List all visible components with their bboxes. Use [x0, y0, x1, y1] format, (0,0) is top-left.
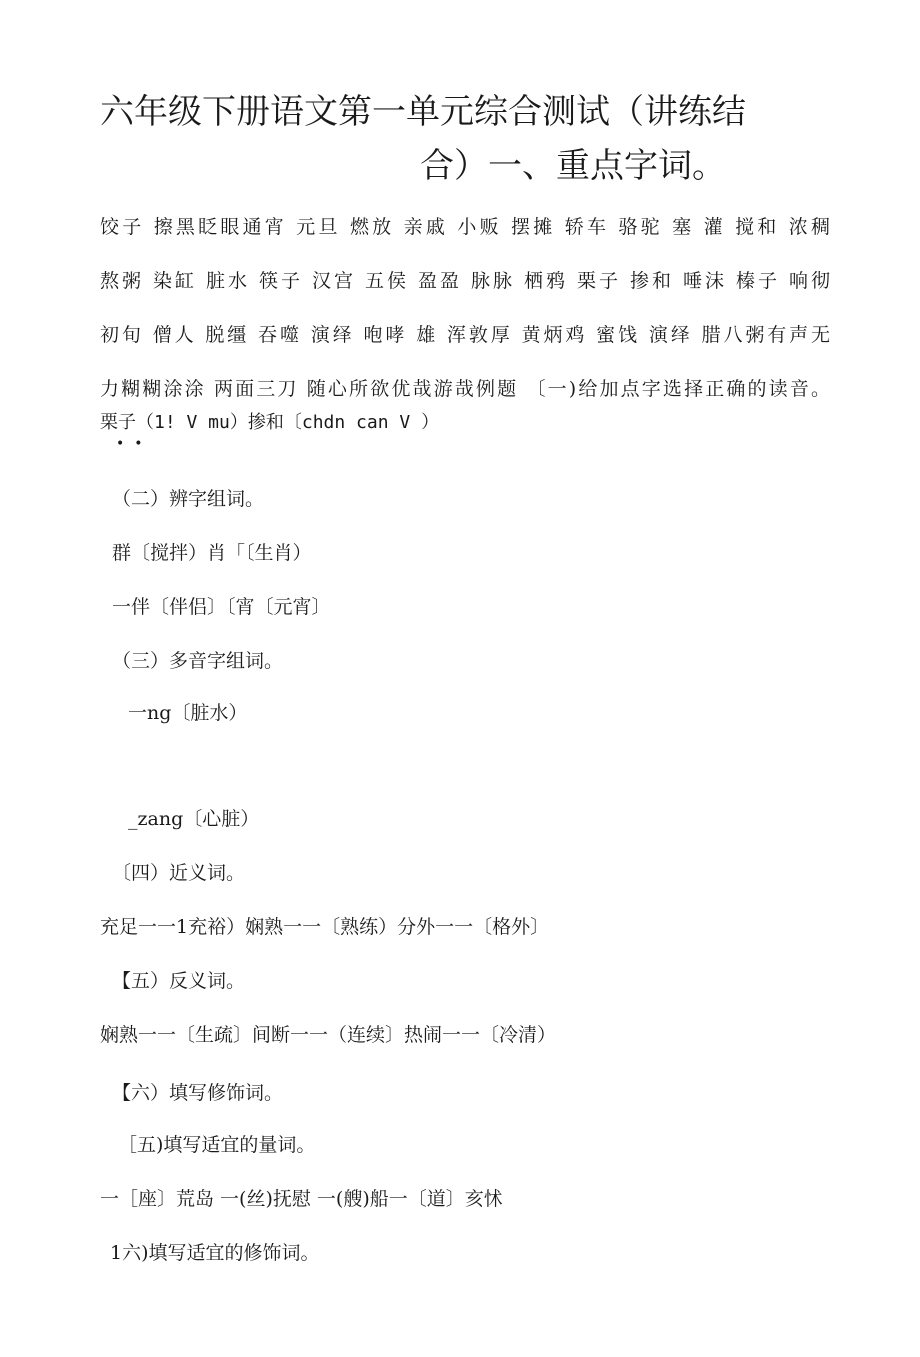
word-list-line-3: 初旬 僧人 脱缰 吞噬 演绎 咆哮 雄 浑敦厚 黄炳鸡 蜜饯 演绎 腊八粥有声无	[100, 324, 830, 346]
section-2-line-1: 群〔搅拌）肖「〔生肖）	[112, 542, 312, 564]
document-title-line-1: 六年级下册语文第一单元综合测试（讲练结	[100, 92, 746, 132]
section-6-heading: 【六）填写修饰词。	[112, 1082, 284, 1104]
word-list-line-4: 力糊糊涂涂 两面三刀 随心所欲优哉游哉例题 〔一)给加点字选择正确的读音。	[100, 378, 830, 400]
section-8-heading: 1六)填写适宜的修饰词。	[110, 1242, 320, 1264]
section-3-line-2: _zang〔心脏）	[128, 808, 260, 830]
question-1-answer: 栗子（1! V mu）掺和〔chdn can V ）	[100, 412, 440, 433]
section-7-line-1: 一［座〕荒岛 一(丝)抚慰 一(艘)船一〔道〕亥怵	[100, 1188, 503, 1210]
section-3-heading: （三）多音字组词。	[112, 650, 284, 672]
section-4-line-1: 充足一一1充裕）娴熟一一〔熟练）分外一一〔格外〕	[100, 916, 550, 938]
section-5-line-1: 娴熟一一〔生疏〕间断一一（连续〕热闹一一〔冷清）	[100, 1024, 557, 1046]
section-2-line-2: 一伴〔伴侣〕〔宵〔元宵〕	[112, 596, 331, 618]
emphasis-dots: ••	[116, 436, 153, 452]
section-2-heading: （二）辨字组词。	[112, 488, 265, 510]
section-4-heading: 〔四）近义词。	[112, 862, 246, 884]
section-7-heading: ［五)填写适宜的量词。	[118, 1134, 316, 1156]
section-3-line-1: 一ng〔脏水）	[128, 702, 248, 724]
document-title-line-2: 合）一、重点字词。	[420, 146, 726, 186]
word-list-line-2: 熬粥 染缸 脏水 筷子 汉宫 五侯 盈盈 脉脉 栖鸦 栗子 掺和 唾沫 榛子 响彻	[100, 270, 830, 292]
word-list-line-1: 饺子 擦黑眨眼通宵 元旦 燃放 亲戚 小贩 摆摊 轿车 骆驼 塞 灌 搅和 浓稠	[100, 216, 830, 238]
section-5-heading: 【五）反义词。	[112, 970, 246, 992]
